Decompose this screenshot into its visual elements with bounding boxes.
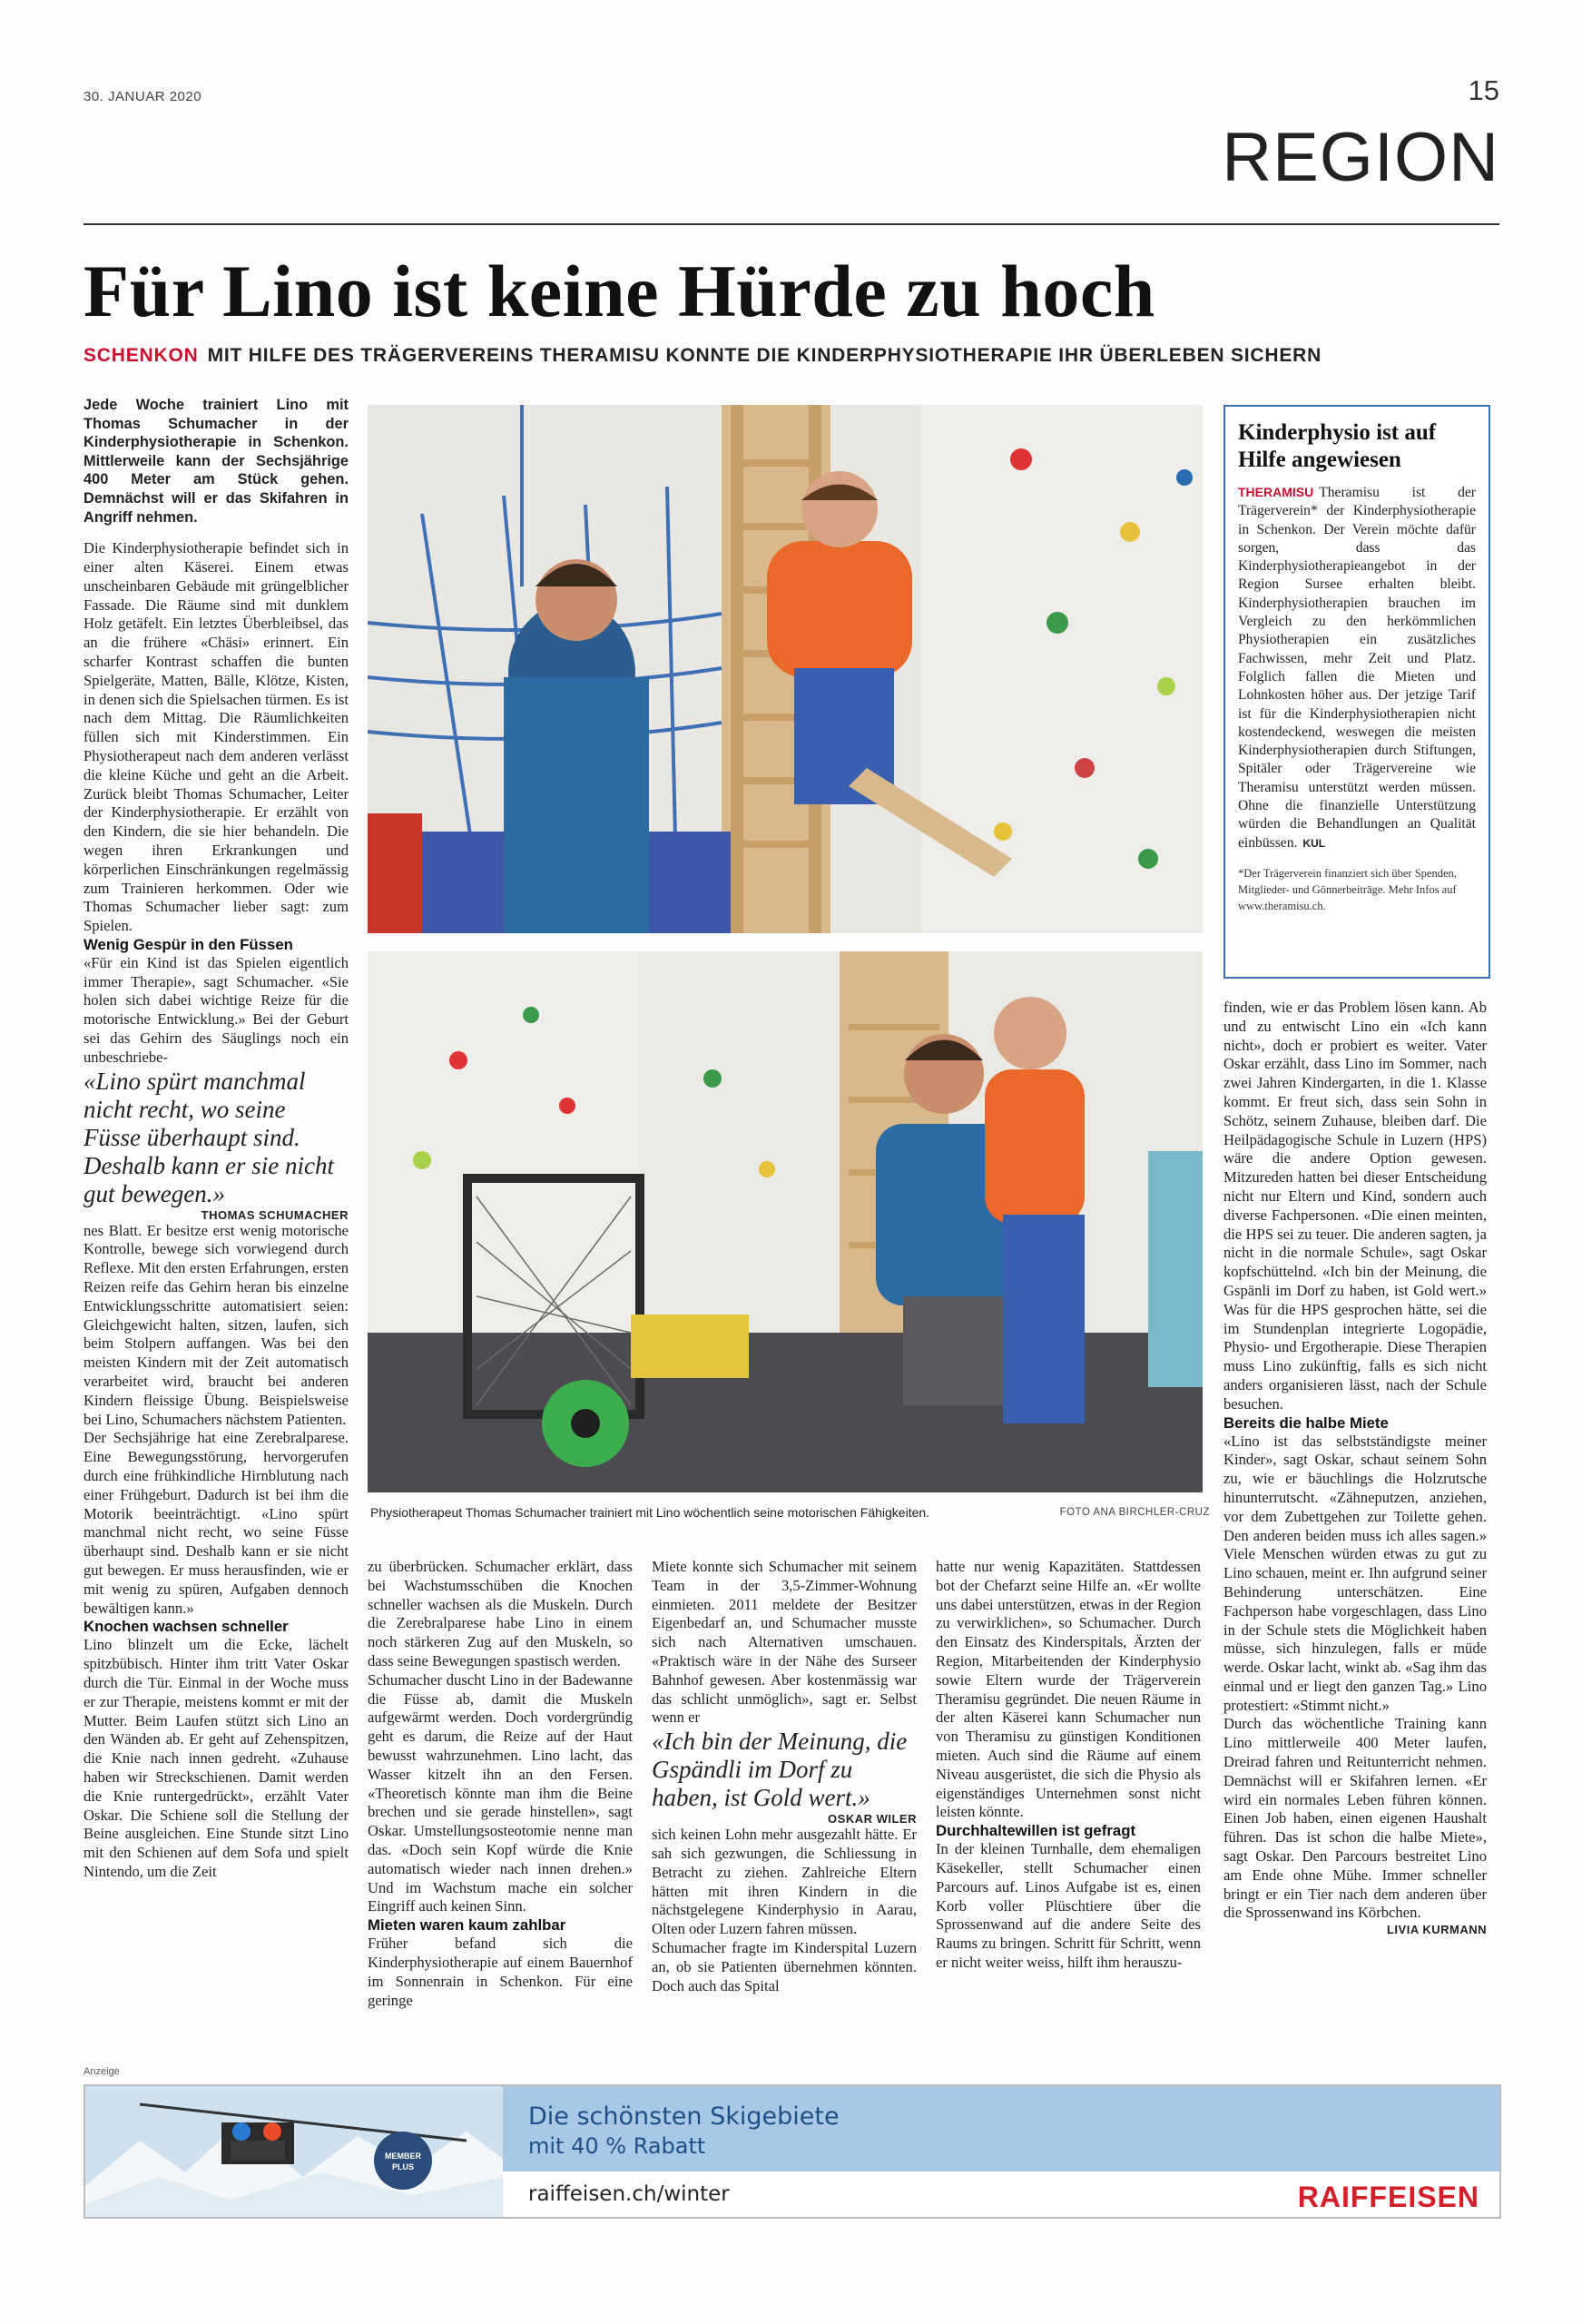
info-box-signature: KUL xyxy=(1302,836,1326,850)
subheading: Knochen wachsen schneller xyxy=(84,1618,289,1636)
photo-football-training xyxy=(368,951,1203,1492)
paragraph: nes Blatt. Er besitze erst wenig motorische Kontrolle, bewege sich vorwiegend durch Reflexe. Mit den ersten Erfahrungen, ersten Reizen reife das Gehirn heran bis einzelne Entwicklungsschritte automatisiert seien: Gleichgewicht halten, sitzen, laufen, sich beim Stolpern auffangen. Was bei den meisten Kindern mit der Zeit automatisch verarbeitet wird, braucht bei anderen Kindern fleissige Übung. Beispielsweise bei Lino, Schumachers nächstem Patienten. xyxy=(84,1221,349,1428)
article-kicker: SCHENKON xyxy=(84,345,199,366)
member-badge-line1: MEMBER xyxy=(385,2152,421,2161)
info-box-body xyxy=(1238,483,1476,852)
paragraph: Der Sechsjährige hat eine Zerebralparese. Eine Bewegungsstörung, hervorgerufen durch eine frühkindliche Hirnblutung nach einer Frühgeburt. Dadurch ist bei ihm die Motorik beeinträchtigt. «Lino spürt manchmal nicht recht, wo seine Füsse überhaupt sind. Deshalb kann er sie nicht gut bewegen. Er muss herausfinden, wie er mit wenig zu spüren, Aufgaben dennoch bewältigen kann.» xyxy=(84,1429,349,1617)
paragraph: «Für ein Kind ist das Spielen eigentlich immer Therapie», sagt Schumacher. «Sie holen sich dabei wichtige Reize für die motorische Entwicklung.» Bei der Geburt sei das Gehirn des Säuglings noch ein unbeschriebe- xyxy=(84,953,349,1066)
subheading: Durchhaltewillen ist gefragt xyxy=(936,1822,1136,1840)
info-box-text: Theramisu ist der Trägerverein* der Kinderphysiotherapie in Schenkon. Der Verein möchte dafür sorgen, dass das Kinderphysiotherapieangebot in der Region Sursee erhalten bleibt. Kinderphysiotherapien brauchen im Vergleich zu den herkömmlichen Physiotherapien ein zusätzliches Fachwissen, mehr Zeit und Platz. Folglich fallen die Mieten und Lohnkosten höher aus. Der jetzige Tarif ist für die Kinderphysiotherapien nicht kostendeckend, weswegen die meisten Kinderphysiotherapien durch Stiftungen, Spitäler oder Trägervereine wie Theramisu unterstützt werden müssen. Ohne die finanzielle Unterstützung würden die Behandlungen an Qualität einbüssen. xyxy=(1238,485,1476,851)
article-lead: Jede Woche trainiert Lino mit Thomas Schumacher in der Kinderphysiotherapie in Schenkon. Mittlerweile kann der Sechsjährige 400 Meter am Stück gehen. Demnächst will er das Skifahren in Angriff nehmen. xyxy=(84,397,349,526)
paragraph: Schumacher duscht Lino in der Badewanne die Füsse ab, damit die Muskeln aufgewärmt werden. Doch vordergründig geht es darum, die Reize auf der Haut bewusst wahrzunehmen. Lino lacht, das Wasser kitzelt ihn an den Fersen. «Theoretisch könnte man ihm die Beine brechen und sie gerade hinstellen», sagt Oskar. Umstellungsosteotomie nenne man das. «Doch sein Kopf würde die Knie automatisch wieder nach innen drehen.» Und im Wachstum mache ein solcher Eingriff auch keinen Sinn. xyxy=(368,1670,633,1915)
photo-climbing-wall xyxy=(368,405,1203,933)
paragraph: Früher befand sich die Kinderphysiotherapie auf einem Bauernhof im Sonnenrain in Schenkon. Für eine geringe xyxy=(368,1935,633,2009)
ad-ski-image xyxy=(85,2086,503,2217)
subheading: Wenig Gespür in den Füssen xyxy=(84,935,293,953)
photo-caption: Physiotherapeut Thomas Schumacher trainiert mit Lino wöchentlich seine motorischen Fähigkeiten. xyxy=(370,1505,930,1520)
article-subheadline xyxy=(84,345,1322,367)
info-box-title: Kinderphysio ist auf Hilfe angewiesen xyxy=(1238,420,1437,472)
paragraph: Lino blinzelt um die Ecke, lächelt spitzbübisch. Hinter ihm tritt Vater Oskar durch die Tür. Einmal in der Woche muss er zur Therapie, meistens kommt er mit der Mutter. Beim Laufen stützt sich Lino an den Wänden ab. Er geht auf Zehenspitzen, die Knie nach innen gedreht. «Zuhause haben wir Streckschienen. Damit werden die Knie runtergedrückt», erzählt Vater Oskar. Die Schiene soll die Stellung der Beine ausgleichen. Eine Stunde sitzt Lino mit den Schienen auf dem Sofa und spielt Nintendo, um die Zeit xyxy=(84,1636,349,1880)
advertisement[interactable] xyxy=(84,2084,1501,2219)
paragraph: Durch das wöchentliche Training kann Lino mittlerweile 400 Meter laufen, Dreirad fahren und Reitunterricht nehmen. Demnächst will er Skifahren lernen. «Er wird ein normales Leben führen können. Einen Job haben, einen eigenen Haushalt führen. Das ist schon die halbe Miete», sagt Oskar. Den Parcours bestreitet Lino am Ende ohne Mühe. Immer schneller bringt er ein Tier nach dem anderen über die Sprossenwand ins Körbchen. xyxy=(1223,1715,1487,1922)
column-2 xyxy=(368,1558,633,2010)
page-number: 15 xyxy=(1468,74,1499,106)
issue-date: 30. JANUAR 2020 xyxy=(84,89,202,104)
member-badge-line2: PLUS xyxy=(391,2162,415,2171)
info-box xyxy=(1223,405,1490,979)
column-5 xyxy=(1223,999,1487,1936)
ad-url-link[interactable]: raiffeisen.ch/winter xyxy=(528,2182,730,2206)
ad-offer-panel xyxy=(503,2086,1499,2171)
subheading: Bereits die halbe Miete xyxy=(1223,1413,1389,1432)
ad-headline: Die schönsten Skigebiete xyxy=(528,2102,840,2131)
info-box-kicker: THERAMISU xyxy=(1238,485,1314,499)
pull-quote: «Ich bin der Meinung, die Gspändli im Dorf zu haben, ist Gold wert.» xyxy=(652,1728,908,1812)
paragraph: Die Kinderphysiotherapie befindet sich in einer alten Käserei. Einem etwas unscheinbaren Gebäude mit grüngelblicher Fassade. Die Räume sind mit dunklem Holz getäfelt. Ein letztes Überbleibsel, das an die frühere «Chäsi» erinnert. Ein scharfer Kontrast schaffen die bunten Spielgeräte, Matten, Bälle, Klötze, Kisten, in denen sich die Spielsachen türmen. Es ist nach dem Mittag. Die Räumlichkeiten füllen sich mit Kinderstimmen. Ein Physiotherapeut nach dem anderen verlässt die kleine Küche und geht an die Arbeit. Zurück bleibt Thomas Schumacher, Leiter der Kinderphysiotherapie. Er erzählt von den Kindern, die sie hier behandeln. Die wegen ihren Erkrankungen und körperlichen Einschränkungen regelmässig zum Trainieren herkommen. Oder wie Thomas Schumacher lieber sagt: zum Spielen. xyxy=(84,539,349,935)
article-headline: Für Lino ist keine Hürde zu hoch xyxy=(84,250,1155,332)
pull-quote: «Lino spürt manchmal nicht recht, wo seine Füsse überhaupt sind. Deshalb kann er sie nicht gut bewegen.» xyxy=(84,1067,334,1207)
paragraph: finden, wie er das Problem lösen kann. Ab und zu entwischt Lino ein «Ich kann nicht», doch er probiert es weiter. Vater Oskar erzählt, dass Lino im Sommer, nach zwei Jahren Kindergarten, in die 1. Klasse kommt. Er freut sich, dass sein Sohn in Schötz, seinem Zuhause, bleiben darf. Die Heilpädagogische Schule in Luzern (HPS) wäre die andere Option gewesen. Mitzureden hatten bei dieser Entscheidung nicht nur Eltern und Kind, sondern auch diverse Fachpersonen. «Die einen meinten, die HPS sei zu teuer. Die anderen sagten, ja nicht in die normale Schule», sagt Oskar kopfschüttelnd. «Ich bin der Meinung, die Gspänli im Dorf zu haben, ist Gold wert.» Was für die HPS gesprochen hätte, sei die im Stundenplan integrierte Logopädie, Physio- und Ergotherapie. Diese Therapien muss Lino zukünftig, falls es sich nicht anders organisieren lässt, nach der Schule besuchen. xyxy=(1223,999,1487,1413)
subheadline-text: MIT HILFE DES TRÄGERVEREINS THERAMISU KONNTE DIE KINDERPHYSIOTHERAPIE IHR ÜBERLEBEN SICHERN xyxy=(207,345,1322,366)
ad-brand-logo: RAIFFEISEN xyxy=(1297,2181,1479,2213)
section-title: REGION xyxy=(1222,119,1499,196)
paragraph: Miete konnte sich Schumacher mit seinem Team in der 3,5-Zimmer-Wohnung einmieten. 2011 meldete der Besitzer Eigenbedarf an, und Schumacher musste sich nach Alternativen umschauen. «Praktisch wäre in der Nähe des Surseer Bahnhof gewesen. Aber kostenmässig war das schlicht unmöglich», sagt er. Selbst wenn er xyxy=(652,1558,917,1727)
paragraph: hatte nur wenig Kapazitäten. Stattdessen bot der Chefarzt seine Hilfe an. «Er wollte uns dabei unterstützen, etwas in der Region zu verwirklichen», so Schumacher. Durch den Einsatz des Kinderspitals, Ärzten der Region, Mitarbeitenden der Kinderphysio sowie Eltern wurde der Trägerverein Theramisu gegründet. Die neuen Räume in der alten Käserei kann Schumacher nun von Theramisu zu günstigen Konditionen mieten. Auch sind die Räume auf einem Niveau ausgerüstet, die sich die Physio als eigenständiges Unternehmen sonst nicht leisten könnte. xyxy=(936,1558,1201,1821)
paragraph: Schumacher fragte im Kinderspital Luzern an, ob sie Patienten übernehmen könnten. Doch auch das Spital xyxy=(652,1938,917,1994)
ad-label: Anzeige xyxy=(84,2066,120,2077)
info-box-footnote: *Der Trägerverein finanziert sich über Spenden, Mitglieder- und Gönnerbeiträge. Mehr Infos auf www.theramisu.ch. xyxy=(1238,866,1457,912)
ad-offer: mit 40 % Rabatt xyxy=(528,2133,706,2159)
column-3 xyxy=(652,1558,917,1995)
paragraph: sich keinen Lohn mehr ausgezahlt hätte. Er sah sich gezwungen, die Schliessung in Betracht zu ziehen. Zahlreiche Eltern hätten mit ihren Kindern in die nächstgelegene Kinderphysio in Aarau, Olten oder Luzern fahren müssen. xyxy=(652,1826,917,1938)
subheading: Mieten waren kaum zahlbar xyxy=(368,1916,566,1935)
article-author: LIVIA KURMANN xyxy=(1386,1923,1487,1937)
photo-credit: FOTO ANA BIRCHLER-CRUZ xyxy=(1059,1507,1210,1518)
column-4 xyxy=(936,1558,1201,1973)
header-rule xyxy=(84,223,1499,225)
quote-source: THOMAS SCHUMACHER xyxy=(201,1207,349,1222)
quote-source: OSKAR WILER xyxy=(828,1812,917,1827)
column-1 xyxy=(84,396,349,1882)
paragraph: In der kleinen Turnhalle, dem ehemaligen Käsekeller, stellt Schumacher einen Parcours auf. Linos Aufgabe ist es, einen Korb voller Plüschtiere über die Sprossenwand auf die andere Seite des Raums zu bringen. Schritt für Schritt, wenn er nicht weiter weiss, hilft ihm herauszu- xyxy=(936,1840,1201,1971)
paragraph: «Lino ist das selbstständigste meiner Kinder», sagt Oskar, schaut seinem Sohn zu, wie er bäuchlings die Holzrutsche hinunterrutscht. «Zähneputzen, anziehen, vor dem Zubettgehen zur Toilette gehen. Den anderen beiden muss ich alles sagen.» Viele Menschen würden etwas zu gut zu Lino schauen, meint er. Ihn aufgrund seiner Behinderung unterschätzen. Eine Fachperson habe vorgeschlagen, dass Lino in der Schule stets die Möglichkeit haben müsse, sich hinzulegen, falls er müde werde. Oskar lacht, winkt ab. «Sag ihm das einmal und er liegt den ganzen Tag.» Lino protestiert: «Stimmt nicht.» xyxy=(1223,1432,1487,1714)
paragraph: zu überbrücken. Schumacher erklärt, dass bei Wachstumsschüben die Knochen schneller wachsen als die Muskeln. Durch die Zerebralparese habe Lino in einem noch stärkeren Zug auf den Muskeln, so dass seine Bewegungen spastisch werden. xyxy=(368,1558,633,1669)
